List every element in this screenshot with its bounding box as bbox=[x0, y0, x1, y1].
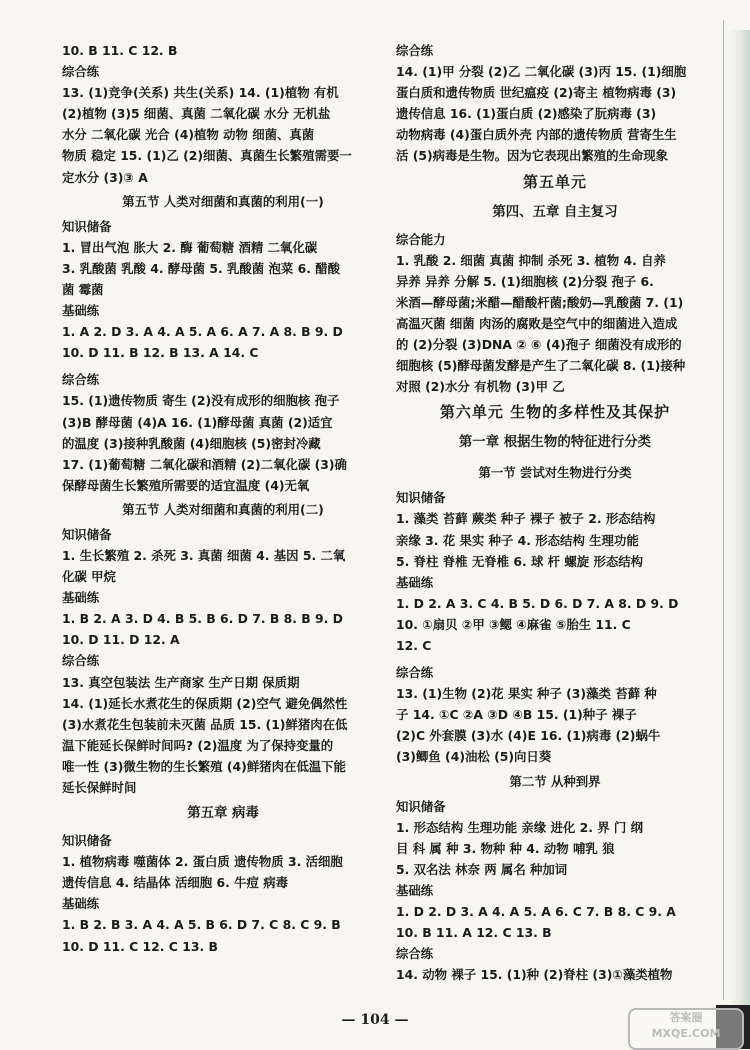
answer-line: 对照 (2)水分 有机物 (3)甲 乙 bbox=[396, 379, 565, 395]
answer-line: 亲缘 3. 花 果实 种子 4. 形态结构 生理功能 bbox=[396, 532, 639, 548]
section-label: 基础练 bbox=[396, 574, 434, 590]
page-number: — 104 — bbox=[341, 1012, 409, 1028]
section-label: 知识储备 bbox=[396, 798, 446, 814]
section-label: 知识储备 bbox=[62, 833, 112, 849]
section-label: 综合练 bbox=[62, 653, 100, 669]
answer-line: 的 (2)分裂 (3)DNA ② ⑥ (4)孢子 细菌没有成形的 bbox=[396, 337, 682, 353]
watermark-logo bbox=[628, 1008, 744, 1050]
unit-heading: 第六单元 生物的多样性及其保护 bbox=[439, 403, 671, 422]
answer-line: 10. D 11. B 12. B 13. A 14. C bbox=[62, 345, 259, 361]
answer-line: 3. 乳酸菌 乳酸 4. 酵母菌 5. 乳酸菌 泡菜 6. 醋酸 bbox=[62, 260, 340, 276]
section-label: 综合练 bbox=[396, 946, 434, 962]
section-heading: 第二节 从种到界 bbox=[509, 773, 601, 789]
answer-line: 1. B 2. B 3. A 4. A 5. B 6. D 7. C 8. C 9. B bbox=[62, 917, 341, 933]
section-heading: 第五节 人类对细菌和真菌的利用(一) bbox=[122, 193, 324, 209]
section-label: 综合练 bbox=[62, 64, 100, 80]
section-heading: 第五节 人类对细菌和真菌的利用(二) bbox=[122, 501, 324, 517]
answer-line: 14. (1)甲 分裂 (2)乙 二氧化碳 (3)丙 15. (1)细胞 bbox=[396, 64, 687, 80]
answer-line: 1. A 2. D 3. A 4. A 5. A 6. A 7. A 8. B 9. D bbox=[62, 324, 343, 340]
answer-line: 17. (1)葡萄糖 二氧化碳和酒精 (2)二氧化碳 (3)确 bbox=[62, 456, 347, 472]
answer-line: (2)C 外套膜 (3)水 (4)E 16. (1)病毒 (2)蜗牛 bbox=[396, 728, 661, 744]
answer-line: 高温灭菌 细菌 肉汤的腐败是空气中的细菌进入造成 bbox=[396, 315, 678, 331]
watermark-line-1: 答案圈 bbox=[669, 1011, 703, 1024]
answer-line: 温下能延长保鲜时间吗? (2)温度 为了保持变量的 bbox=[62, 737, 334, 753]
answer-line: 遗传信息 4. 结晶体 活细胞 6. 牛痘 病毒 bbox=[62, 875, 289, 891]
answer-line: 15. (1)遗传物质 寄生 (2)没有成形的细胞核 孢子 bbox=[62, 393, 340, 409]
answer-line: 1. 藻类 苔藓 蕨类 种子 裸子 被子 2. 形态结构 bbox=[396, 511, 656, 527]
answer-line: (2)植物 (3)5 细菌、真菌 二氧化碳 水分 无机盐 bbox=[62, 106, 331, 122]
answer-line: 14. 动物 裸子 15. (1)种 (2)脊柱 (3)①藻类植物 bbox=[396, 967, 673, 983]
answer-line: 10. ①扇贝 ②甲 ③鳃 ④麻雀 ⑤胎生 11. C bbox=[396, 616, 631, 632]
section-label: 知识储备 bbox=[62, 218, 112, 234]
chapter-heading: 第一章 根据生物的特征进行分类 bbox=[458, 435, 652, 451]
answer-line: (3)水煮花生包装前未灭菌 品质 15. (1)鲜猪肉在低 bbox=[62, 716, 348, 732]
right-column bbox=[396, 40, 714, 985]
answer-line: 1. 乳酸 2. 细菌 真菌 抑制 杀死 3. 植物 4. 自养 bbox=[396, 252, 666, 268]
answer-line: 10. D 11. D 12. A bbox=[62, 632, 180, 648]
left-column bbox=[62, 40, 384, 957]
answer-line: 异养 异养 分解 5. (1)细胞核 (2)分裂 孢子 6. bbox=[396, 273, 654, 289]
answer-line: 14. (1)延长水煮花生的保质期 (2)空气 避免偶然性 bbox=[62, 695, 348, 711]
answer-line: 延长保鲜时间 bbox=[62, 780, 137, 795]
answer-line: 10. B 11. C 12. B bbox=[62, 43, 178, 58]
answer-line: (3)鲫鱼 (4)油松 (5)向日葵 bbox=[396, 749, 552, 765]
chapter-heading: 第四、五章 自主复习 bbox=[492, 204, 618, 220]
watermark-line-2: MXQE.COM bbox=[651, 1027, 721, 1040]
answer-line: (3)B 酵母菌 (4)A 16. (1)酵母菌 真菌 (2)适宜 bbox=[62, 414, 333, 430]
answer-line: 动物病毒 (4)蛋白质外壳 内部的遗传物质 营寄生生 bbox=[396, 127, 677, 143]
answer-line: 活 (5)病毒是生物。因为它表现出繁殖的生命现象 bbox=[396, 148, 669, 164]
section-label: 基础练 bbox=[62, 590, 100, 606]
section-label: 综合能力 bbox=[396, 231, 446, 247]
answer-line: 1. 植物病毒 噬菌体 2. 蛋白质 遗传物质 3. 活细胞 bbox=[62, 854, 343, 870]
answer-line: 13. 真空包装法 生产商家 生产日期 保质期 bbox=[62, 674, 300, 690]
answer-line: 定水分 (3)③ A bbox=[62, 169, 148, 185]
answer-line: 5. 脊柱 脊椎 无脊椎 6. 球 杆 螺旋 形态结构 bbox=[396, 553, 644, 569]
answer-line: 细胞核 (5)酵母菌发酵是产生了二氧化碳 8. (1)接种 bbox=[396, 358, 686, 374]
section-heading: 第一节 尝试对生物进行分类 bbox=[478, 465, 632, 481]
unit-heading: 第五单元 bbox=[522, 172, 587, 191]
answer-line: 12. C bbox=[396, 637, 432, 653]
answer-line: 1. D 2. A 3. C 4. B 5. D 6. D 7. A 8. D 9. D bbox=[396, 595, 679, 611]
section-label: 基础练 bbox=[62, 303, 100, 319]
answer-line: 目 科 属 种 3. 物种 种 4. 动物 哺乳 狼 bbox=[396, 840, 615, 856]
answer-line: 水分 二氧化碳 光合 (4)植物 动物 细菌、真菌 bbox=[62, 127, 315, 143]
answer-line: 1. 形态结构 生理功能 亲缘 进化 2. 界 门 纲 bbox=[396, 819, 644, 835]
section-label: 知识储备 bbox=[396, 490, 446, 506]
answer-line: 保酵母菌生长繁殖所需要的适宜温度 (4)无氧 bbox=[62, 477, 310, 493]
section-label: 综合练 bbox=[396, 665, 434, 681]
answer-line: 米酒—酵母菌;米醋—醋酸杆菌;酸奶—乳酸菌 7. (1) bbox=[396, 294, 684, 310]
answer-line: 1. 生长繁殖 2. 杀死 3. 真菌 细菌 4. 基因 5. 二氧 bbox=[62, 547, 346, 563]
answer-line: 菌 霉菌 bbox=[62, 281, 104, 297]
section-label: 综合练 bbox=[396, 43, 434, 58]
answer-line: 唯一性 (3)微生物的生长繁殖 (4)鲜猪肉在低温下能 bbox=[62, 758, 346, 774]
answer-line: 蛋白质和遗传物质 世纪瘟疫 (2)寄主 植物病毒 (3) bbox=[396, 85, 677, 101]
answer-line: 1. 冒出气泡 胀大 2. 酶 葡萄糖 酒精 二氧化碳 bbox=[62, 239, 318, 255]
answer-line: 物质 稳定 15. (1)乙 (2)细菌、真菌生长繁殖需要一 bbox=[62, 148, 352, 164]
answer-line: 5. 双名法 林奈 两 属名 种加词 bbox=[396, 861, 568, 877]
binding-line bbox=[723, 20, 724, 1000]
section-label: 综合练 bbox=[62, 372, 100, 388]
answer-line: 13. (1)竞争(关系) 共生(关系) 14. (1)植物 有机 bbox=[62, 85, 339, 101]
section-label: 知识储备 bbox=[62, 526, 112, 542]
section-label: 基础练 bbox=[396, 882, 434, 898]
section-label: 基础练 bbox=[62, 896, 100, 912]
answer-line: 10. B 11. A 12. C 13. B bbox=[396, 925, 552, 941]
answer-line: 化碳 甲烷 bbox=[62, 569, 116, 585]
chapter-heading: 第五章 病毒 bbox=[187, 806, 259, 822]
answer-line: 子 14. ①C ②A ③D ④B 15. (1)种子 裸子 bbox=[396, 707, 637, 723]
answer-line: 的温度 (3)接种乳酸菌 (4)细胞核 (5)密封冷藏 bbox=[62, 435, 321, 451]
answer-line: 遗传信息 16. (1)蛋白质 (2)感染了朊病毒 (3) bbox=[396, 106, 657, 122]
answer-line: 1. B 2. A 3. D 4. B 5. B 6. D 7. B 8. B 9. D bbox=[62, 611, 343, 627]
answer-line: 13. (1)生物 (2)花 果实 种子 (3)藻类 苔藓 种 bbox=[396, 686, 657, 702]
answer-line: 10. D 11. C 12. C 13. B bbox=[62, 938, 218, 954]
answer-line: 1. D 2. D 3. A 4. A 5. A 6. C 7. B 8. C 9. A bbox=[396, 904, 676, 919]
page-edge-shading bbox=[728, 30, 750, 1030]
